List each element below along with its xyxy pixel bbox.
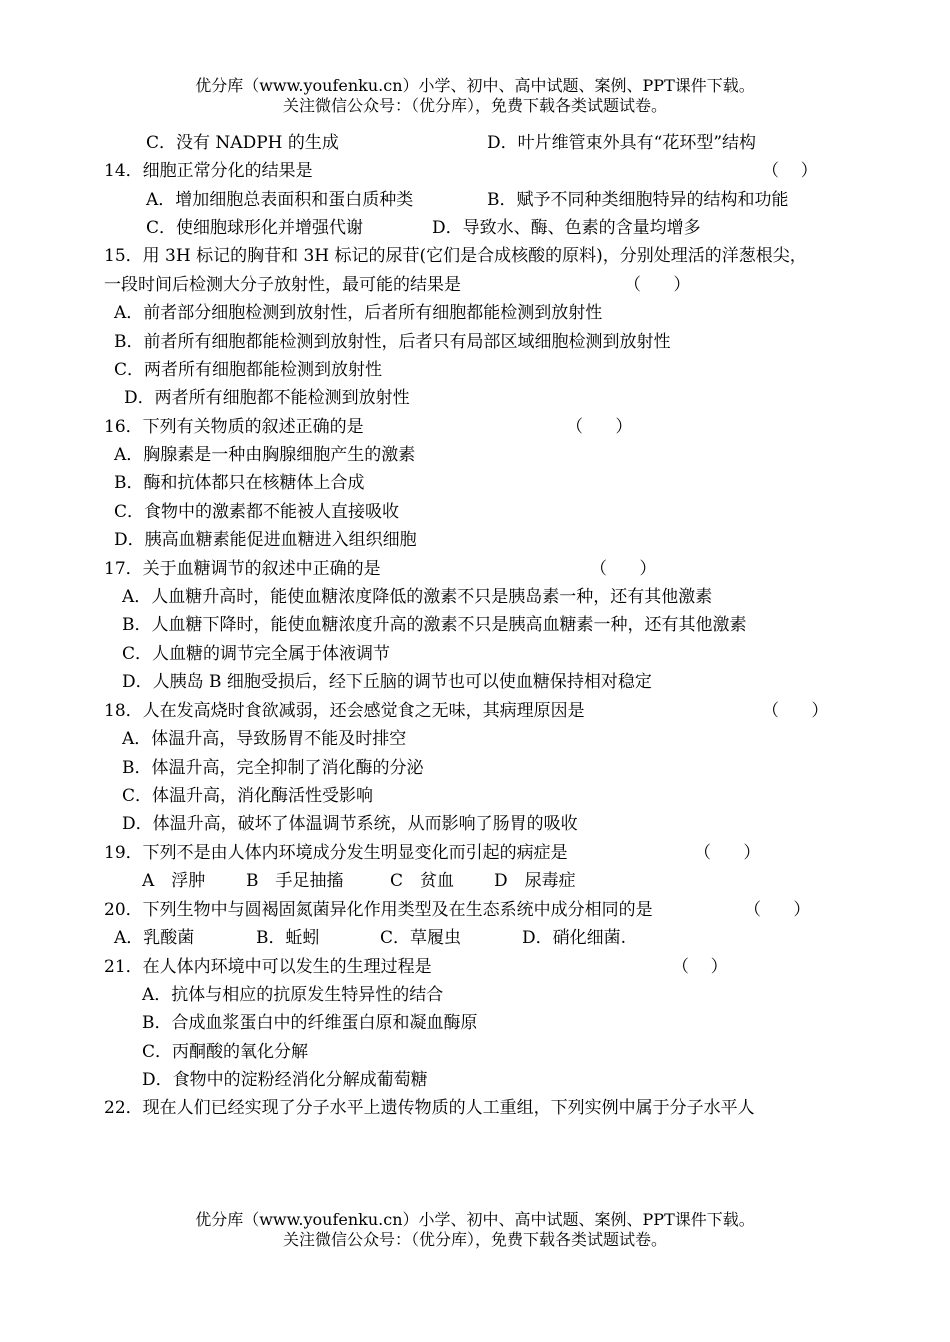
q21-option-d: D．食物中的淀粉经消化分解成葡萄糖 bbox=[142, 1070, 428, 1090]
q17-option-d: D．人胰岛 B 细胞受损后，经下丘脑的调节也可以使血糖保持相对稳定 bbox=[122, 672, 652, 692]
q13-option-d: D．叶片维管束外具有“花环型”结构 bbox=[487, 133, 757, 153]
q16-option-a: A．胸腺素是一种由胸腺细胞产生的激素 bbox=[114, 445, 416, 465]
q19-option-a: A 浮肿 bbox=[142, 871, 206, 891]
q14-option-c: C．使细胞球形化并增强代谢 bbox=[146, 218, 364, 238]
header-line-2: 关注微信公众号：（优分库），免费下载各类试题试卷。 bbox=[282, 96, 667, 115]
q15-option-b: B．前者所有细胞都能检测到放射性，后者只有局部区域细胞检测到放射性 bbox=[114, 332, 671, 352]
page-footer bbox=[0, 1210, 950, 1250]
q19-option-d: D 尿毒症 bbox=[494, 871, 576, 891]
q16-answer-bracket: （ ） bbox=[566, 417, 633, 437]
q16-option-d: D．胰高血糖素能促进血糖进入组织细胞 bbox=[114, 530, 417, 550]
q14-option-a: A．增加细胞总表面积和蛋白质种类 bbox=[146, 190, 414, 210]
q19-stem: 19．下列不是由人体内环境成分发生明显变化而引起的病症是 bbox=[104, 843, 568, 863]
q15-stem-line-2: 一段时间后检测大分子放射性，最可能的结果是 bbox=[104, 275, 461, 295]
q20-option-b: B．蚯蚓 bbox=[256, 928, 320, 948]
q13-option-c: C．没有 NADPH 的生成 bbox=[146, 133, 339, 153]
q20-answer-bracket: （ ） bbox=[744, 900, 811, 920]
q21-option-b: B．合成血浆蛋白中的纤维蛋白原和凝血酶原 bbox=[142, 1013, 478, 1033]
q16-option-b: B．酶和抗体都只在核糖体上合成 bbox=[114, 473, 365, 493]
q15-option-a: A．前者部分细胞检测到放射性，后者所有细胞都能检测到放射性 bbox=[114, 303, 603, 323]
q14-answer-bracket: （ ） bbox=[762, 161, 818, 181]
q14-stem: 14．细胞正常分化的结果是 bbox=[104, 161, 313, 181]
q17-option-c: C．人血糖的调节完全属于体液调节 bbox=[122, 644, 391, 664]
q19-answer-bracket: （ ） bbox=[694, 843, 761, 863]
q14-option-b: B．赋予不同种类细胞特异的结构和功能 bbox=[487, 190, 789, 210]
q20-option-a: A．乳酸菌 bbox=[114, 928, 195, 948]
q19-option-c: C 贫血 bbox=[390, 871, 455, 891]
q15-stem-line-1: 15．用 3H 标记的胸苷和 3H 标记的尿苷(它们是合成核酸的原料)，分别处理活的洋葱根尖， bbox=[104, 246, 807, 266]
q20-option-c: C．草履虫 bbox=[380, 928, 462, 948]
q18-answer-bracket: （ ） bbox=[762, 701, 829, 721]
q21-option-c: C．丙酮酸的氧化分解 bbox=[142, 1042, 309, 1062]
footer-line-2: 关注微信公众号：（优分库），免费下载各类试题试卷。 bbox=[282, 1230, 667, 1249]
q17-option-a: A．人血糖升高时，能使血糖浓度降低的激素不只是胰岛素一种，还有其他激素 bbox=[122, 587, 713, 607]
q15-option-c: C．两者所有细胞都能检测到放射性 bbox=[114, 360, 383, 380]
q21-option-a: A．抗体与相应的抗原发生特异性的结合 bbox=[142, 985, 444, 1005]
q22-stem: 22．现在人们已经实现了分子水平上遗传物质的人工重组，下列实例中属于分子水平人 bbox=[104, 1098, 755, 1118]
q18-option-d: D．体温升高，破坏了体温调节系统，从而影响了肠胃的吸收 bbox=[122, 814, 578, 834]
q18-option-a: A．体温升高，导致肠胃不能及时排空 bbox=[122, 729, 407, 749]
q18-option-b: B．体温升高，完全抑制了消化酶的分泌 bbox=[122, 758, 424, 778]
q14-option-d: D．导致水、酶、色素的含量均增多 bbox=[432, 218, 701, 238]
q17-answer-bracket: （ ） bbox=[590, 559, 657, 579]
q18-option-c: C．体温升高，消化酶活性受影响 bbox=[122, 786, 374, 806]
q16-option-c: C．食物中的激素都不能被人直接吸收 bbox=[114, 502, 400, 522]
q15-answer-bracket: （ ） bbox=[624, 275, 691, 295]
q15-option-d: D．两者所有细胞都不能检测到放射性 bbox=[124, 388, 410, 408]
footer-line-1: 优分库（www.youfenku.cn）小学、初中、高中试题、案例、PPT课件下载。 bbox=[195, 1210, 755, 1229]
q16-stem: 16．下列有关物质的叙述正确的是 bbox=[104, 417, 364, 437]
header-line-1: 优分库（www.youfenku.cn）小学、初中、高中试题、案例、PPT课件下载。 bbox=[195, 76, 755, 95]
q17-stem: 17．关于血糖调节的叙述中正确的是 bbox=[104, 559, 381, 579]
q20-option-d: D．硝化细菌. bbox=[522, 928, 627, 948]
q18-stem: 18．人在发高烧时食欲减弱，还会感觉食之无味，其病理原因是 bbox=[104, 701, 585, 721]
q21-answer-bracket: （ ） bbox=[672, 957, 728, 977]
q20-stem: 20．下列生物中与圆褐固氮菌异化作用类型及在生态系统中成分相同的是 bbox=[104, 900, 653, 920]
q17-option-b: B．人血糖下降时，能使血糖浓度升高的激素不只是胰高血糖素一种，还有其他激素 bbox=[122, 615, 747, 635]
page-header bbox=[0, 76, 950, 116]
q19-option-b: B 手足抽搐 bbox=[246, 871, 344, 891]
q21-stem: 21．在人体内环境中可以发生的生理过程是 bbox=[104, 957, 432, 977]
